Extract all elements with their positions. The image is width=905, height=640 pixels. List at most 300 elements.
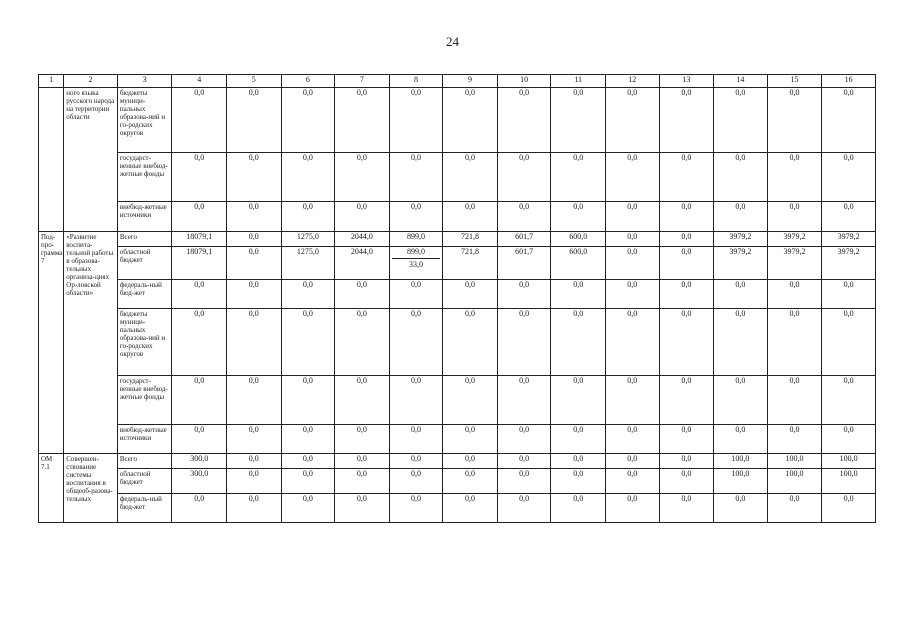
value-cell: [443, 88, 498, 153]
table-row: [39, 153, 876, 202]
value-text: 0,0: [410, 153, 421, 162]
program-code-cell: ОМ 7.1: [39, 454, 64, 523]
value-cell: [767, 376, 822, 425]
value-text: 600,0: [569, 232, 588, 241]
value-cell: [443, 153, 498, 202]
column-header: 4: [172, 75, 227, 88]
value-text: 0,0: [465, 425, 476, 434]
value-text: 0,0: [681, 232, 692, 241]
value-text: 0,0: [735, 376, 746, 385]
value-text: 0,0: [627, 376, 638, 385]
value-text: 0,0: [465, 309, 476, 318]
value-text: 721,8: [461, 247, 480, 256]
value-text: 0,0: [465, 88, 476, 97]
value-cell: [172, 469, 227, 494]
value-cell: [767, 247, 822, 280]
value-cell: [714, 247, 768, 280]
value-cell: [281, 425, 335, 454]
value-cell: [172, 153, 227, 202]
value-text: 18079,1: [186, 232, 213, 241]
value-cell: [605, 88, 659, 153]
value-cell: [551, 494, 606, 523]
header-row: [39, 75, 876, 88]
value-text: 0,0: [681, 153, 692, 162]
value-text: 0,0: [735, 280, 746, 289]
value-cell: [822, 454, 876, 469]
value-cell: [714, 202, 768, 232]
value-text: 0,0: [735, 309, 746, 318]
value-cell: [281, 280, 335, 309]
value-text: 0,0: [194, 425, 205, 434]
value-cell: [659, 469, 714, 494]
funding-source-cell: областной бюджет: [117, 247, 172, 280]
value-cell: [659, 280, 714, 309]
value-cell: [605, 469, 659, 494]
page-number: 24: [446, 34, 459, 49]
value-cell: [605, 280, 659, 309]
value-cell: [226, 425, 281, 454]
value-text: 0,0: [519, 454, 530, 463]
value-text: 0,0: [519, 469, 530, 478]
value-text: 100,0: [731, 454, 750, 463]
value-cell: [281, 153, 335, 202]
value-cell: [497, 88, 551, 153]
value-cell: [605, 153, 659, 202]
value-cell: [226, 280, 281, 309]
value-cell: [226, 309, 281, 376]
value-cell: [551, 280, 606, 309]
value-cell: [767, 153, 822, 202]
value-text: 0,0: [789, 494, 800, 503]
value-text: 0,0: [356, 376, 367, 385]
value-text: 3979,2: [783, 232, 806, 241]
value-text: 0,0: [248, 88, 259, 97]
value-text: 0,0: [248, 469, 259, 478]
value-cell: [659, 376, 714, 425]
funding-source-cell: Всего: [117, 454, 172, 469]
value-cell: [172, 376, 227, 425]
value-text: 0,0: [410, 425, 421, 434]
value-text: 899,0: [406, 247, 425, 256]
value-text: 0,0: [519, 202, 530, 211]
value-text: 100,0: [839, 469, 858, 478]
value-cell: [551, 376, 606, 425]
value-text: 0,0: [410, 454, 421, 463]
value-text: 3979,2: [783, 247, 806, 256]
value-cell: [767, 202, 822, 232]
value-text: 0,0: [843, 280, 854, 289]
value-cell: [714, 425, 768, 454]
value-text: 0,0: [735, 494, 746, 503]
value-cell: [281, 309, 335, 376]
value-text: 100,0: [785, 469, 804, 478]
value-cell: [659, 247, 714, 280]
value-text: 0,0: [248, 247, 259, 256]
value-cell: [659, 309, 714, 376]
value-text: 0,0: [410, 280, 421, 289]
column-header: 8: [389, 75, 443, 88]
value-cell: [822, 309, 876, 376]
funding-source-cell: внебюд-жетные источники: [117, 425, 172, 454]
value-text: 0,0: [248, 232, 259, 241]
column-header: 14: [714, 75, 768, 88]
value-cell: [389, 454, 443, 469]
value-text: 0,0: [519, 425, 530, 434]
value-text: 0,0: [410, 376, 421, 385]
value-cell: [335, 425, 390, 454]
value-text: 899,0: [406, 232, 425, 241]
value-cell: [281, 376, 335, 425]
value-text: 0,0: [194, 376, 205, 385]
table-row: [39, 280, 876, 309]
value-text: 0,0: [681, 454, 692, 463]
value-text: 0,0: [681, 88, 692, 97]
column-header: 5: [226, 75, 281, 88]
value-text: 0,0: [465, 153, 476, 162]
value-text: 0,0: [194, 494, 205, 503]
value-text: 0,0: [302, 153, 313, 162]
funding-source-cell: федераль-ный бюд-жет: [117, 494, 172, 523]
value-cell: [497, 247, 551, 280]
value-cell: [335, 247, 390, 280]
value-cell: [551, 469, 606, 494]
program-name-cell: Совершен-ствование системы воспитания в общеоб-разова-тельных: [64, 454, 118, 523]
column-header: 7: [335, 75, 390, 88]
value-cell: [714, 88, 768, 153]
value-cell: [389, 494, 443, 523]
value-cell: [443, 376, 498, 425]
value-cell: [551, 88, 606, 153]
value-text: 0,0: [627, 88, 638, 97]
value-cell: [335, 494, 390, 523]
column-header: 10: [497, 75, 551, 88]
value-cell: [822, 280, 876, 309]
value-text: 0,0: [465, 376, 476, 385]
value-cell: [605, 202, 659, 232]
value-text: 0,0: [843, 425, 854, 434]
value-cell: [605, 425, 659, 454]
value-text: 0,0: [843, 376, 854, 385]
value-text: 0,0: [843, 202, 854, 211]
value-cell: [226, 88, 281, 153]
value-cell: [172, 88, 227, 153]
value-text: 3979,2: [837, 232, 860, 241]
value-text: 0,0: [627, 202, 638, 211]
value-cell: [335, 202, 390, 232]
value-cell: [714, 309, 768, 376]
table-row: [39, 202, 876, 232]
value-text: 0,0: [248, 202, 259, 211]
value-cell: [659, 232, 714, 247]
funding-source-cell: бюджеты муници-пальных образова-ний и го-родских округов: [117, 88, 172, 153]
funding-source-cell: федераль-ный бюд-жет: [117, 280, 172, 309]
value-text: 0,0: [681, 280, 692, 289]
value-text: 600,0: [569, 247, 588, 256]
value-text: 0,0: [302, 494, 313, 503]
column-header: 6: [281, 75, 335, 88]
value-cell: [767, 425, 822, 454]
value-text: 300,0: [190, 469, 209, 478]
value-cell: [767, 232, 822, 247]
value-cell: [389, 232, 443, 247]
value-text: 0,0: [356, 309, 367, 318]
value-cell: [335, 232, 390, 247]
value-text: 0,0: [789, 88, 800, 97]
value-text: 0,0: [573, 309, 584, 318]
funding-source-cell: областной бюджет: [117, 469, 172, 494]
value-text: 0,0: [302, 469, 313, 478]
value-cell: [497, 425, 551, 454]
value-text: 0,0: [843, 309, 854, 318]
value-text: 18079,1: [186, 247, 213, 256]
value-text: 601,7: [515, 247, 534, 256]
value-text: 0,0: [465, 202, 476, 211]
value-text: 0,0: [519, 376, 530, 385]
value-text: 0,0: [627, 232, 638, 241]
value-text: 0,0: [519, 280, 530, 289]
value-cell: [335, 153, 390, 202]
value-cell: [497, 202, 551, 232]
value-cell: [822, 88, 876, 153]
value-text: 0,0: [681, 202, 692, 211]
value-text: 0,0: [194, 309, 205, 318]
value-cell: [172, 425, 227, 454]
value-cell: [389, 425, 443, 454]
value-text: 0,0: [627, 469, 638, 478]
value-text: 0,0: [248, 376, 259, 385]
value-text: 0,0: [789, 153, 800, 162]
value-text: 0,0: [465, 469, 476, 478]
value-text: 0,0: [410, 494, 421, 503]
value-text: 3979,2: [729, 232, 752, 241]
value-cell: [226, 376, 281, 425]
value-cell: [551, 247, 606, 280]
table-row: [39, 425, 876, 454]
value-text: 0,0: [627, 494, 638, 503]
value-text: 300,0: [190, 454, 209, 463]
value-cell: [605, 494, 659, 523]
value-cell: [226, 247, 281, 280]
value-text: 0,0: [789, 309, 800, 318]
value-cell: [551, 454, 606, 469]
value-cell: [443, 309, 498, 376]
value-text: 0,0: [519, 153, 530, 162]
table-row: [39, 454, 876, 469]
value-cell: [497, 494, 551, 523]
value-cell: [172, 454, 227, 469]
value-text: 0,0: [194, 280, 205, 289]
value-cell: [172, 202, 227, 232]
value-cell: [551, 153, 606, 202]
value-cell: [335, 88, 390, 153]
value-cell: [443, 425, 498, 454]
value-text: 100,0: [785, 454, 804, 463]
value-text: 0,0: [789, 280, 800, 289]
value-text: 0,0: [681, 469, 692, 478]
value-text: 601,7: [515, 232, 534, 241]
value-text: 0,0: [519, 309, 530, 318]
value-cell: [822, 425, 876, 454]
value-cell: [497, 280, 551, 309]
value-text: 0,0: [465, 454, 476, 463]
value-cell: [335, 469, 390, 494]
value-cell: [767, 494, 822, 523]
value-cell: [389, 247, 443, 280]
value-text: 0,0: [573, 153, 584, 162]
value-cell: [822, 202, 876, 232]
funding-source-cell: бюджеты муници-пальных образова-ний и го-родских округов: [117, 309, 172, 376]
value-text: 0,0: [627, 153, 638, 162]
column-header: 11: [551, 75, 606, 88]
value-text: 0,0: [302, 425, 313, 434]
value-cell: [281, 247, 335, 280]
value-cell: [497, 469, 551, 494]
table-row: [39, 309, 876, 376]
value-cell: [226, 494, 281, 523]
table-row: [39, 469, 876, 494]
value-text: 0,0: [302, 309, 313, 318]
value-cell: [659, 88, 714, 153]
value-cell: [281, 494, 335, 523]
value-cell: [226, 232, 281, 247]
value-text: 3979,2: [837, 247, 860, 256]
value-text: 2044,0: [350, 232, 373, 241]
value-cell: [822, 469, 876, 494]
value-text: 0,0: [843, 153, 854, 162]
value-cell: [551, 232, 606, 247]
value-cell: [714, 454, 768, 469]
value-text: 0,0: [248, 309, 259, 318]
value-cell: [822, 494, 876, 523]
value-text: 721,8: [461, 232, 480, 241]
value-text: 0,0: [302, 202, 313, 211]
column-header: 12: [605, 75, 659, 88]
value-text: 0,0: [248, 454, 259, 463]
value-text: 0,0: [627, 454, 638, 463]
value-cell: [443, 280, 498, 309]
value-cell: [605, 454, 659, 469]
value-cell: [443, 469, 498, 494]
value-cell: [226, 153, 281, 202]
value-cell: [551, 309, 606, 376]
value-cell: [281, 202, 335, 232]
value-cell: [659, 454, 714, 469]
value-text: 0,0: [789, 202, 800, 211]
value-cell: [335, 280, 390, 309]
extra-value-text: 33,0: [392, 258, 441, 269]
value-text: 0,0: [735, 425, 746, 434]
value-text: 0,0: [302, 376, 313, 385]
value-cell: [281, 232, 335, 247]
value-cell: [605, 247, 659, 280]
value-text: 0,0: [627, 247, 638, 256]
value-text: 0,0: [573, 88, 584, 97]
value-text: 0,0: [681, 376, 692, 385]
value-cell: [443, 494, 498, 523]
value-text: 0,0: [573, 469, 584, 478]
value-cell: [172, 309, 227, 376]
value-text: 0,0: [248, 425, 259, 434]
value-cell: [389, 88, 443, 153]
value-text: 0,0: [194, 153, 205, 162]
program-name-cell: ного языка русского народа на территории области: [64, 88, 118, 232]
value-text: 0,0: [627, 425, 638, 434]
value-cell: [443, 232, 498, 247]
value-text: 0,0: [573, 280, 584, 289]
value-text: 0,0: [519, 494, 530, 503]
value-cell: [822, 232, 876, 247]
value-cell: [172, 280, 227, 309]
value-text: 0,0: [681, 247, 692, 256]
value-text: 100,0: [839, 454, 858, 463]
value-text: 0,0: [410, 202, 421, 211]
value-text: 0,0: [465, 280, 476, 289]
column-header: 16: [822, 75, 876, 88]
value-cell: [443, 247, 498, 280]
value-cell: [659, 425, 714, 454]
value-cell: [767, 469, 822, 494]
value-cell: [335, 454, 390, 469]
value-cell: [281, 469, 335, 494]
value-text: 0,0: [789, 376, 800, 385]
value-cell: [605, 232, 659, 247]
value-text: 0,0: [735, 88, 746, 97]
budget-table: [38, 74, 876, 523]
value-cell: [605, 376, 659, 425]
value-cell: [551, 202, 606, 232]
value-text: 0,0: [681, 309, 692, 318]
column-header: 2: [64, 75, 118, 88]
value-text: 0,0: [302, 88, 313, 97]
value-text: 0,0: [356, 280, 367, 289]
value-text: 0,0: [356, 153, 367, 162]
value-text: 3979,2: [729, 247, 752, 256]
value-cell: [822, 153, 876, 202]
value-cell: [443, 202, 498, 232]
value-cell: [714, 469, 768, 494]
value-text: 0,0: [681, 425, 692, 434]
value-text: 0,0: [789, 425, 800, 434]
value-text: 0,0: [248, 280, 259, 289]
value-text: 0,0: [356, 494, 367, 503]
value-cell: [497, 454, 551, 469]
program-name-cell: «Развитие воспита-тельной работы в образова-тельных организа-циях Ор-ловской области»: [64, 232, 118, 454]
value-text: 0,0: [302, 280, 313, 289]
column-header: 15: [767, 75, 822, 88]
value-text: 0,0: [356, 88, 367, 97]
value-cell: [714, 153, 768, 202]
value-cell: [497, 232, 551, 247]
value-text: 0,0: [519, 88, 530, 97]
value-text: 0,0: [248, 494, 259, 503]
value-cell: [497, 376, 551, 425]
funding-source-cell: государст-венные внебюд-жетные фонды: [117, 153, 172, 202]
funding-source-cell: Всего: [117, 232, 172, 247]
value-text: 0,0: [573, 376, 584, 385]
value-cell: [172, 494, 227, 523]
value-cell: [822, 376, 876, 425]
value-text: 0,0: [735, 202, 746, 211]
program-code-cell: [39, 88, 64, 232]
value-cell: [389, 153, 443, 202]
value-cell: [551, 425, 606, 454]
value-cell: [226, 469, 281, 494]
value-text: 100,0: [731, 469, 750, 478]
value-cell: [659, 153, 714, 202]
value-cell: [714, 494, 768, 523]
value-cell: [659, 202, 714, 232]
column-header: 13: [659, 75, 714, 88]
